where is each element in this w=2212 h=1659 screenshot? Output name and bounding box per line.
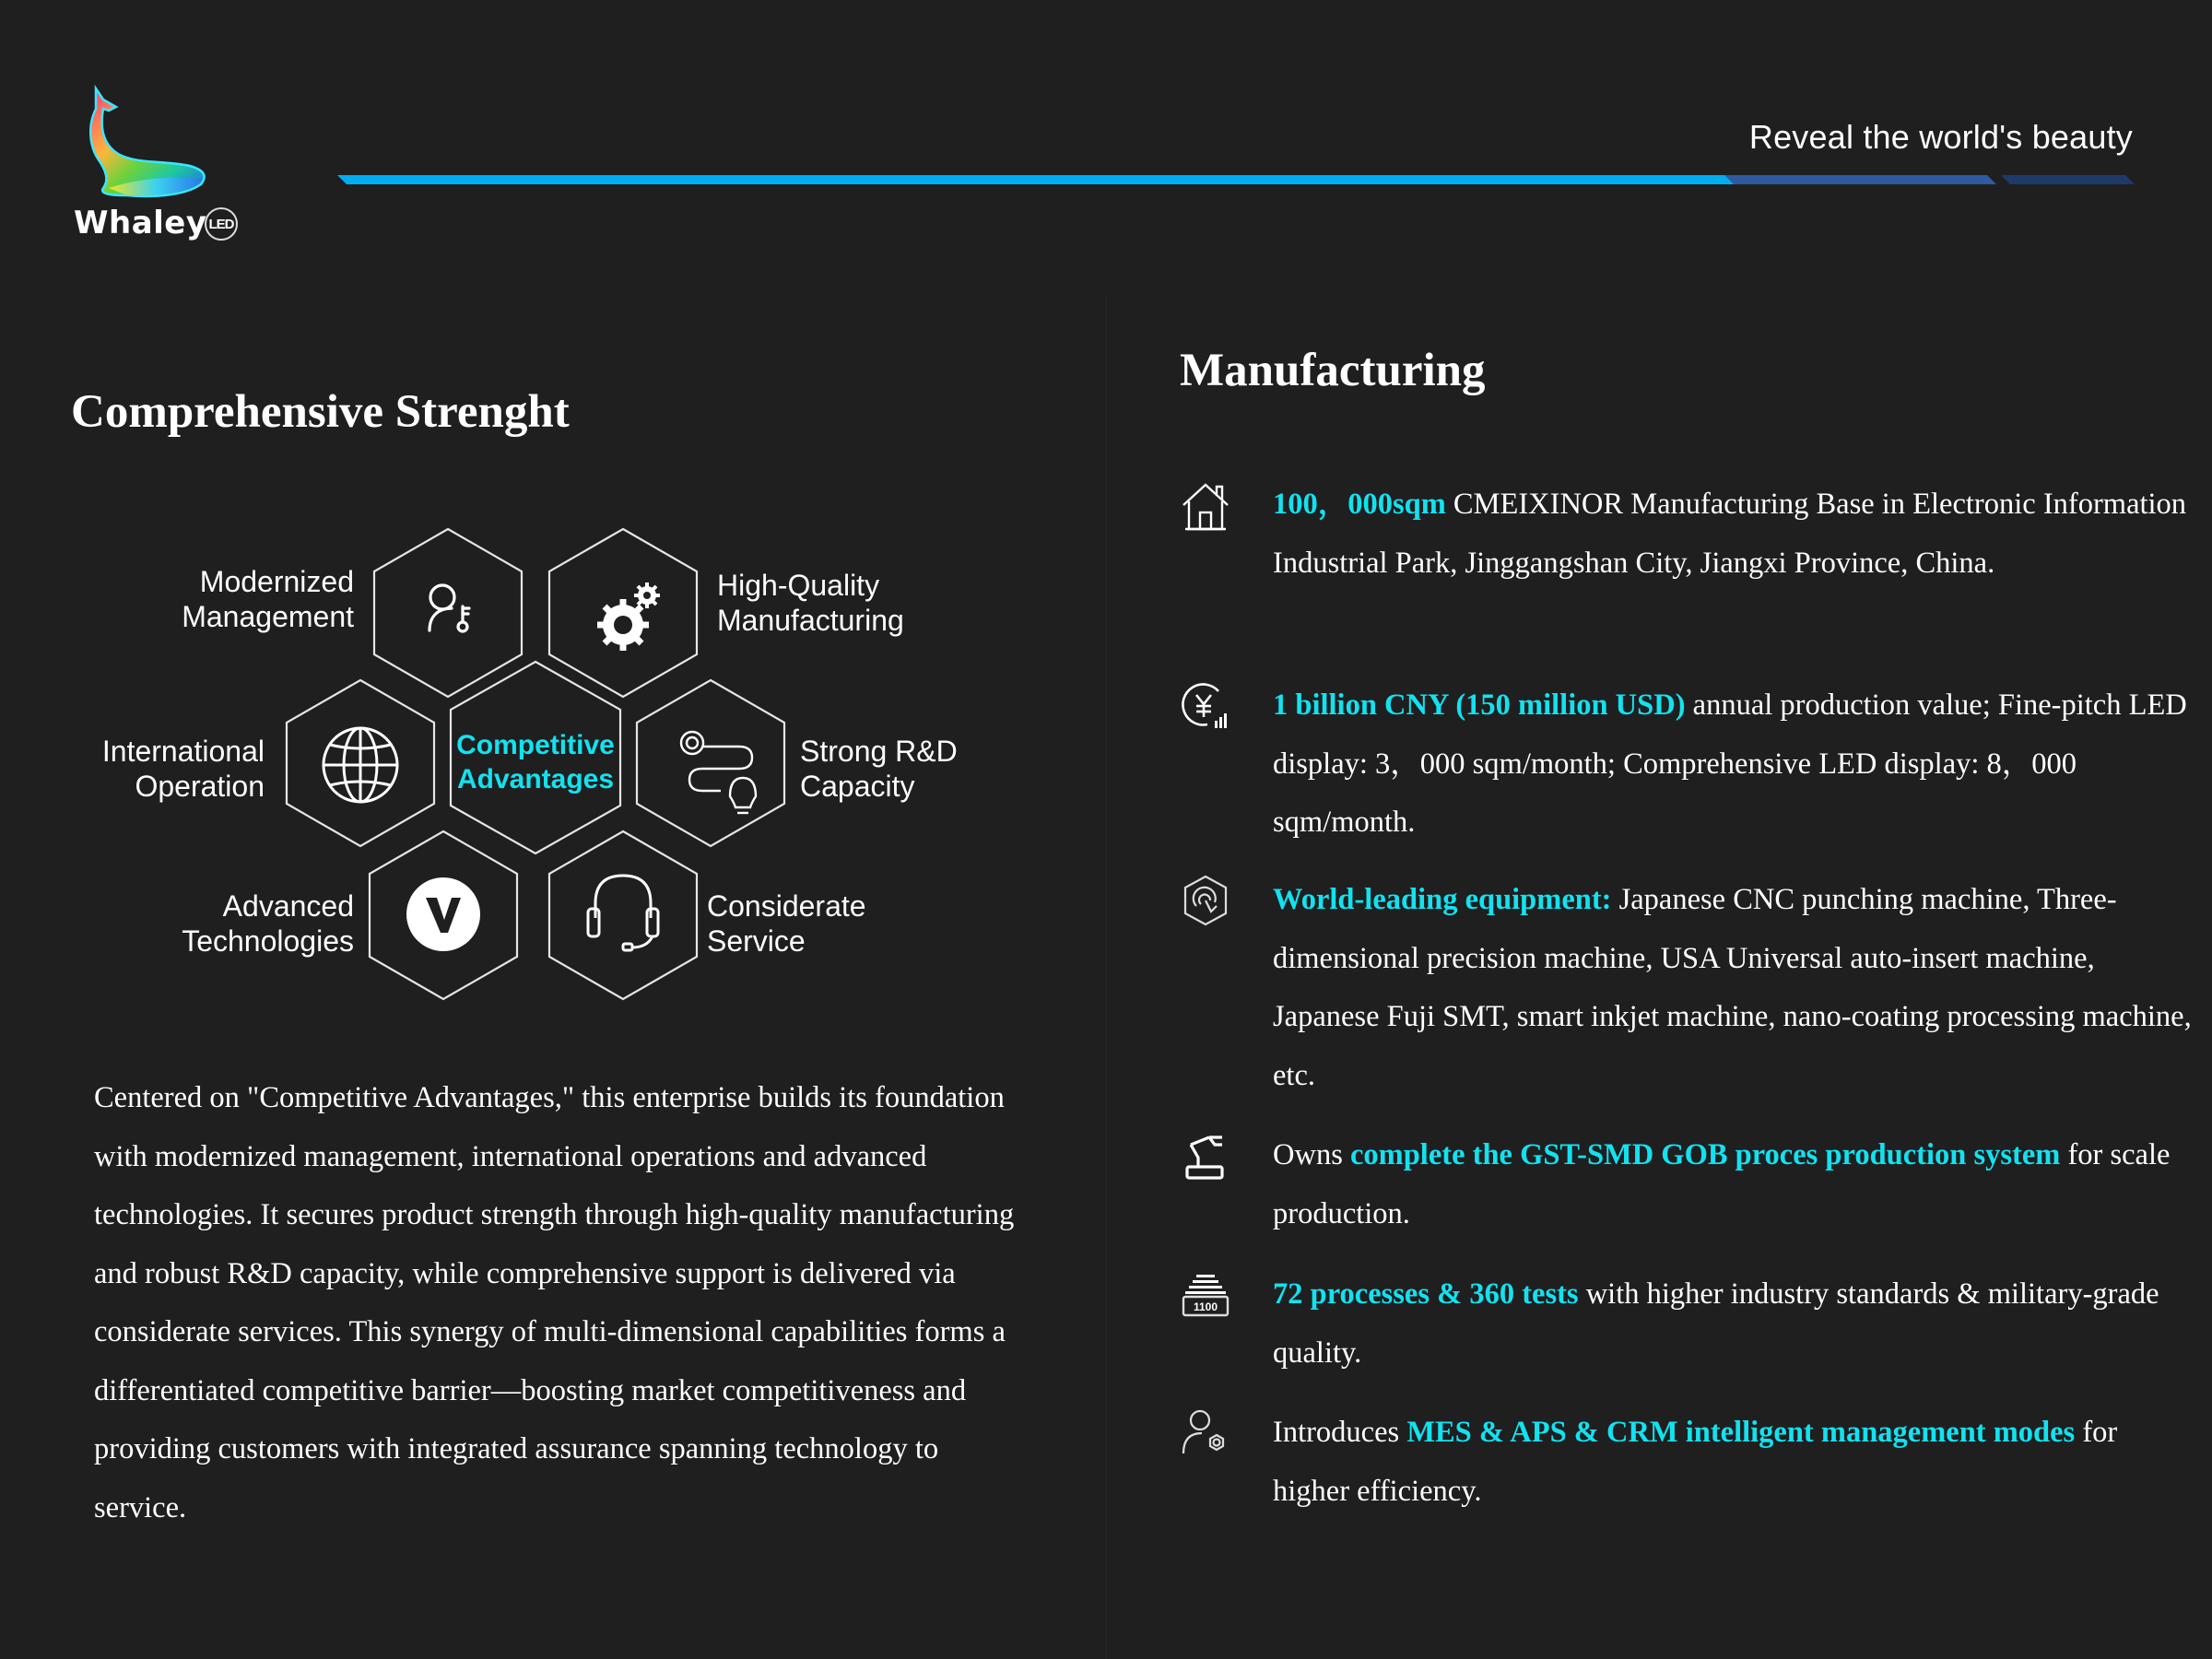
node-label-strong-rd-capacity [800,734,958,804]
gears-icon [597,582,660,651]
label-line: Considerate [707,889,866,923]
label-line: Service [707,924,806,958]
house-icon [1180,479,1231,531]
manufacturing-item-text [1273,1404,2194,1521]
label-line: Advanced [222,889,354,923]
item-text-body: with higher industry standards & military-grade quality. [1273,1277,2159,1370]
item-text-prefix: Introduces [1273,1416,1407,1449]
item-highlight: complete the GST-SMD GOB proces production system [1349,1138,2061,1171]
label-line: Operation [135,770,265,803]
test-counter-icon [1180,1269,1231,1321]
manufacturing-item-text [1273,1126,2194,1243]
column-divider [1106,295,1107,1659]
hexagon-considerate-service [549,831,697,999]
center-label-competitive-advantages [453,728,618,796]
label-line: Manufacturing [717,604,904,637]
item-text-prefix: Owns [1273,1138,1350,1171]
label-line: Management [182,600,354,633]
section-title-comprehensive-strength: Comprehensive Strenght [71,386,570,438]
competitive-advantages-diagram [83,516,1005,1014]
brand-name: Whaley [74,205,207,241]
equipment-hex-icon [1180,875,1231,926]
node-label-advanced-technologies [182,888,354,959]
label-line: Technologies [182,924,354,958]
item-text-body: annual production value; Fine-pitch LED display: 3，000 sqm/month; Comprehensive LED display: 8，000 sqm/month. [1273,688,2187,839]
v-badge-icon [406,877,480,951]
item-highlight: World-leading equipment: [1273,883,1612,916]
item-text-body: CMEIXINOR Manufacturing Base in Electronic Information Industrial Park, Jinggangshan City, Jiangxi Province, China. [1273,488,2187,580]
label-line: High-Quality [717,569,880,602]
item-text-body: for higher efficiency. [1273,1416,2118,1508]
node-label-modernized-management [182,564,354,634]
item-highlight: 72 processes & 360 tests [1273,1277,1579,1311]
globe-icon [324,728,397,802]
label-line: Modernized [199,565,354,598]
header-stripe-bar [337,175,2135,190]
user-gear-icon [1180,1407,1231,1459]
headset-icon [588,876,658,950]
user-key-icon [429,585,469,631]
item-highlight: MES & APS & CRM intelligent management modes [1406,1416,2076,1449]
robot-arm-icon [1180,1130,1231,1182]
node-label-high-quality-manufacturing [717,568,904,638]
node-label-international-operation [102,734,265,804]
manufacturing-item-text [1273,1265,2194,1382]
manufacturing-item-text [1273,476,2194,593]
item-text-body: for scale production. [1273,1138,2171,1230]
hexagon-modernized-management [374,529,522,697]
manufacturing-item-text [1273,677,2194,853]
node-label-considerate-service [707,888,866,959]
yuan-growth-icon [1180,680,1231,732]
label-line: Capacity [800,770,915,803]
tagline: Reveal the world's beauty [1748,118,2133,156]
counter-digits: 1100 [1193,1300,1218,1313]
hexagon-strong-rd-capacity [637,680,784,846]
strength-paragraph: Centered on "Competitive Advantages," this enterprise builds its foundation with modernized management, international operations and advanced technologies. It secures product strength through high-quality manufacturing and robust R&D capacity, while comprehensive support is delivered via considerate services. This synergy of multi-dimensional capabilities forms a differentiated competitive barrier—boosting market competitiveness and providing customers with integrated assurance spanning technology to service. [94,1081,1015,1524]
stripe-segment [1410,175,1738,184]
manufacturing-item-text [1273,871,2194,1105]
stripe-segment [1724,175,1996,184]
stripe-segment [2001,175,2135,184]
label-line: Advantages [456,764,615,794]
brand-led-badge: LED [205,207,238,241]
item-highlight: 100，000sqm [1273,488,1446,521]
item-highlight: 1 billion CNY (150 million USD) [1273,688,1686,722]
label-line: Competitive [456,730,615,760]
item-text-body: Japanese CNC punching machine, Three-dimensional precision machine, USA Universal auto-insert machine, Japanese Fuji SMT, smart inkjet machine, nano-coating processing machine, etc. [1273,883,2192,1092]
label-line: Strong R&D [800,735,958,768]
section-title-manufacturing: Manufacturing [1180,345,1486,396]
label-line: International [101,735,265,768]
gear-idea-icon [681,732,756,813]
stripe-segment [337,175,1425,184]
